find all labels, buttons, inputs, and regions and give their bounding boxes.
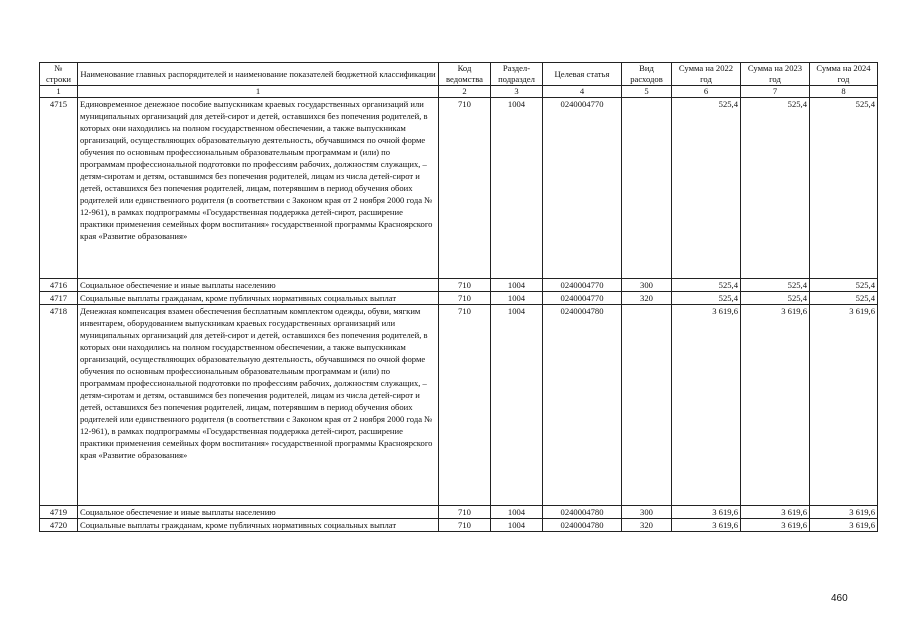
row-section: 1004 bbox=[491, 98, 543, 279]
row-dept-code: 710 bbox=[439, 98, 491, 279]
row-dept-code: 710 bbox=[439, 506, 491, 519]
row-sum-2022: 3 619,6 bbox=[672, 506, 741, 519]
row-sum-2022: 525,4 bbox=[672, 279, 741, 292]
row-number: 4716 bbox=[40, 279, 78, 292]
row-article: 0240004780 bbox=[543, 506, 622, 519]
row-name: Единовременное денежное пособие выпускникам краевых государственных организаций или муниципальных организаций для детей-сирот и детей, оставшихся без попечения родителей, в которых они находились на полном государственном обеспечении, а также выпускникам организаций, осуществляющих образовательную деятельность, обучавшимся по очной форме обучения по основным профессиональным образовательным программам и (или) по программам профессиональной подготовки по профессиям рабочих, должностям служащих, – детям-сиротам и детям, оставшимся без попечения родителей, лицам из числа детей-сирот и детей, оставшихся без попечения родителей, лицам, потерявшим в период обучения обоих родителей или единственного родителя (в соответствии с Законом края от 2 ноября 2000 года № 12-961), в рамках подпрограммы «Государственная поддержка детей-сирот, расширение практики применения семейных форм воспитания» государственной программы Красноярского края «Развитие образования» bbox=[78, 98, 439, 279]
row-name: Социальные выплаты гражданам, кроме публичных нормативных социальных выплат bbox=[78, 292, 439, 305]
row-kind: 320 bbox=[622, 292, 672, 305]
row-article: 0240004770 bbox=[543, 98, 622, 279]
row-section: 1004 bbox=[491, 305, 543, 506]
row-name: Денежная компенсация взамен обеспечения бесплатным комплектом одежды, обуви, мягким инвентарем, оборудованием выпускникам краевых государственных организаций или муниципальных организаций для детей-сирот и детей, оставшихся без попечения родителей, в которых они находились на полном государственном обеспечении, а также выпускникам организаций, осуществляющих образовательную деятельность, обучавшимся по очной форме обучения по основным профессиональным образовательным программам и (или) по программам профессиональной подготовки по профессиям рабочих, должностям служащих, – детям-сиротам и детям, оставшимся без попечения родителей, лицам из числа детей-сирот и детей, оставшихся без попечения родителей, лицам, потерявшим в период обучения обоих родителей или единственного родителя (в соответствии с Законом края от 2 ноября 2000 года № 12-961), в рамках подпрограммы «Государственная поддержка детей-сирот, расширение практики применения семейных форм воспитания» государственной программы Красноярского края «Развитие образования» bbox=[78, 305, 439, 506]
row-section: 1004 bbox=[491, 279, 543, 292]
table-row bbox=[40, 292, 878, 305]
row-sum-2024: 3 619,6 bbox=[810, 305, 878, 506]
row-kind: 320 bbox=[622, 519, 672, 532]
row-kind bbox=[622, 305, 672, 506]
page-number: 460 bbox=[831, 593, 848, 604]
row-name: Социальное обеспечение и иные выплаты населению bbox=[78, 506, 439, 519]
row-sum-2023: 3 619,6 bbox=[741, 305, 810, 506]
row-sum-2024: 525,4 bbox=[810, 292, 878, 305]
header-dept: Код ведомства bbox=[439, 63, 491, 86]
column-number: 8 bbox=[810, 86, 878, 98]
row-sum-2023: 3 619,6 bbox=[741, 519, 810, 532]
row-section: 1004 bbox=[491, 292, 543, 305]
row-kind: 300 bbox=[622, 506, 672, 519]
column-number: 6 bbox=[672, 86, 741, 98]
row-sum-2023: 525,4 bbox=[741, 279, 810, 292]
row-article: 0240004770 bbox=[543, 292, 622, 305]
row-sum-2022: 525,4 bbox=[672, 292, 741, 305]
header-sum-2023: Сумма на 2023 год bbox=[741, 63, 810, 86]
row-sum-2023: 525,4 bbox=[741, 98, 810, 279]
row-number: 4719 bbox=[40, 506, 78, 519]
column-number: 7 bbox=[741, 86, 810, 98]
header-sum-2022: Сумма на 2022 год bbox=[672, 63, 741, 86]
table-row bbox=[40, 506, 878, 519]
row-sum-2022: 525,4 bbox=[672, 98, 741, 279]
header-name: Наименование главных распорядителей и наименование показателей бюджетной классификации bbox=[78, 63, 439, 86]
row-number: 4720 bbox=[40, 519, 78, 532]
header-sum-2024: Сумма на 2024 год bbox=[810, 63, 878, 86]
row-dept-code: 710 bbox=[439, 305, 491, 506]
row-section: 1004 bbox=[491, 519, 543, 532]
row-number: 4718 bbox=[40, 305, 78, 506]
header-row-no: № строки bbox=[40, 63, 78, 86]
budget-table bbox=[39, 62, 878, 532]
row-sum-2023: 3 619,6 bbox=[741, 506, 810, 519]
header-kind: Вид расходов bbox=[622, 63, 672, 86]
column-number-row bbox=[40, 86, 878, 98]
row-number: 4715 bbox=[40, 98, 78, 279]
header-article: Целевая статья bbox=[543, 63, 622, 86]
row-dept-code: 710 bbox=[439, 279, 491, 292]
column-number: 1 bbox=[78, 86, 439, 98]
row-number: 4717 bbox=[40, 292, 78, 305]
table-row bbox=[40, 519, 878, 532]
row-kind: 300 bbox=[622, 279, 672, 292]
column-number: 2 bbox=[439, 86, 491, 98]
column-number: 1 bbox=[40, 86, 78, 98]
column-number: 4 bbox=[543, 86, 622, 98]
row-name: Социальные выплаты гражданам, кроме публичных нормативных социальных выплат bbox=[78, 519, 439, 532]
row-sum-2024: 525,4 bbox=[810, 98, 878, 279]
row-sum-2022: 3 619,6 bbox=[672, 519, 741, 532]
row-article: 0240004780 bbox=[543, 519, 622, 532]
column-number: 3 bbox=[491, 86, 543, 98]
row-article: 0240004770 bbox=[543, 279, 622, 292]
row-kind bbox=[622, 98, 672, 279]
row-sum-2024: 3 619,6 bbox=[810, 506, 878, 519]
row-article: 0240004780 bbox=[543, 305, 622, 506]
row-sum-2023: 525,4 bbox=[741, 292, 810, 305]
row-sum-2024: 3 619,6 bbox=[810, 519, 878, 532]
row-dept-code: 710 bbox=[439, 519, 491, 532]
column-number: 5 bbox=[622, 86, 672, 98]
row-section: 1004 bbox=[491, 506, 543, 519]
header-row bbox=[40, 63, 878, 86]
row-name: Социальное обеспечение и иные выплаты населению bbox=[78, 279, 439, 292]
row-dept-code: 710 bbox=[439, 292, 491, 305]
table-row bbox=[40, 98, 878, 279]
row-sum-2024: 525,4 bbox=[810, 279, 878, 292]
table-row bbox=[40, 305, 878, 506]
row-sum-2022: 3 619,6 bbox=[672, 305, 741, 506]
header-section: Раздел-подраздел bbox=[491, 63, 543, 86]
table-row bbox=[40, 279, 878, 292]
